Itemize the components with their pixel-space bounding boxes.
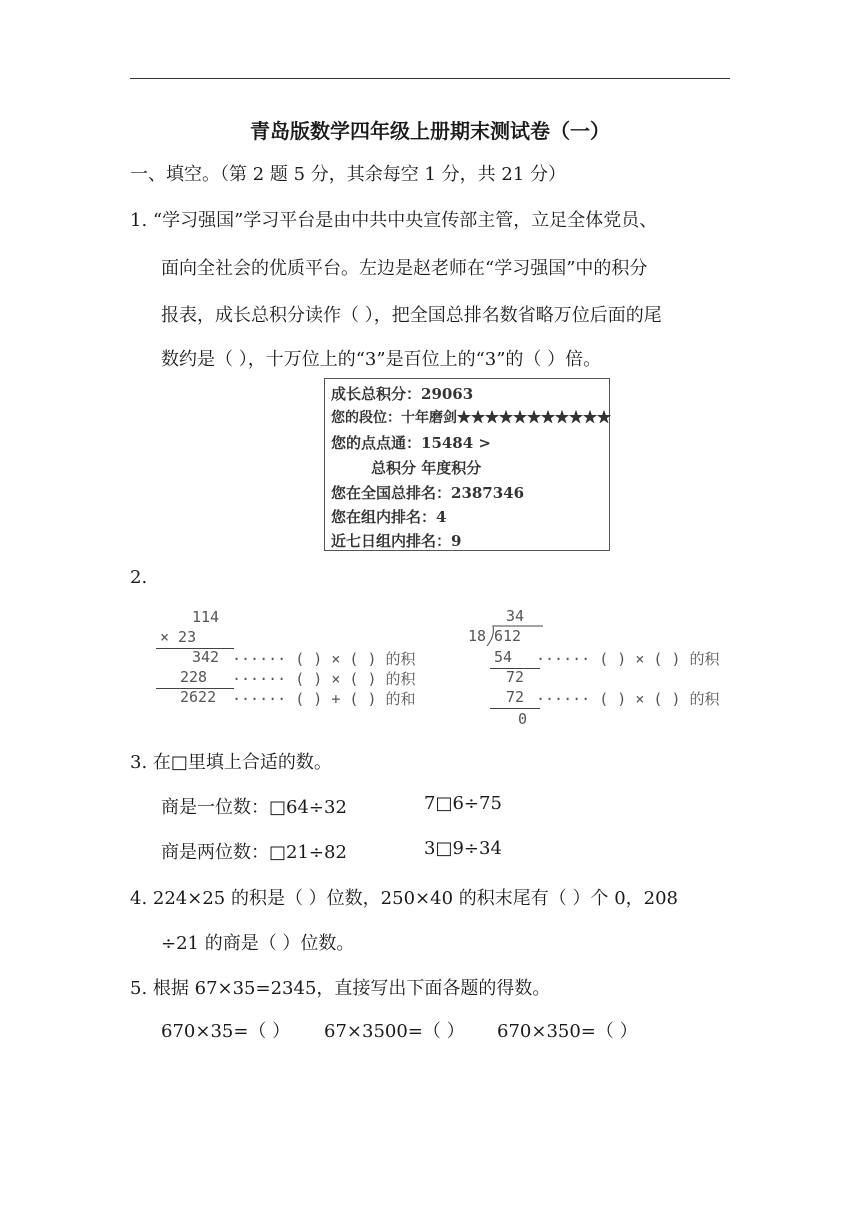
score-row-national-rank: 您在全国总排名：2387346 bbox=[331, 484, 525, 502]
mult-sum: 2622 bbox=[180, 688, 217, 706]
div-step1-note: ······ ( ) × ( ) 的积 bbox=[536, 650, 720, 668]
score-report-box bbox=[324, 378, 610, 551]
q3-two-digit-a: 商是两位数：□21÷82 bbox=[161, 842, 347, 863]
div-dividend: 612 bbox=[494, 627, 522, 645]
mult-partial-2: 228 bbox=[180, 668, 208, 686]
q3-single-digit-a: 商是一位数：□64÷32 bbox=[161, 797, 347, 818]
q5-expr-2: 67×3500=（ ） bbox=[324, 1021, 465, 1042]
score-row-rank-level: 您的段位：十年磨剑★★★★★★★★★★★ bbox=[331, 410, 611, 426]
q2-label: 2. bbox=[130, 567, 148, 588]
mult-multiplier: × 23 bbox=[160, 628, 197, 646]
score-row-total: 成长总积分：29063 bbox=[331, 385, 474, 403]
q1-line4: 数约是（ ），十万位上的“3”是百位上的“3”的（ ）倍。 bbox=[161, 349, 602, 370]
q1-line3: 报表，成长总积分读作（ ），把全国总排名数省略万位后面的尾 bbox=[161, 305, 662, 326]
mult-partial-1: 342 bbox=[192, 648, 220, 666]
q4-line1: 4. 224×25 的积是（ ）位数，250×40 的积末尾有（ ）个 0，208 bbox=[130, 888, 678, 909]
score-row-week-rank: 近七日组内排名：9 bbox=[331, 532, 462, 550]
page-title: 青岛版数学四年级上册期末测试卷（一） bbox=[250, 119, 610, 143]
div-quotient: 34 bbox=[506, 607, 525, 625]
header-rule bbox=[130, 78, 730, 79]
q1-line1: 1. “学习强国”学习平台是由中共中央宣传部主管，立足全体党员、 bbox=[130, 210, 658, 231]
q3-single-digit-b: 7□6÷75 bbox=[424, 793, 502, 814]
score-row-group-rank: 您在组内排名：4 bbox=[331, 508, 447, 526]
score-row-points: 您的点点通：15484 > bbox=[331, 434, 491, 452]
div-step1: 54 bbox=[494, 648, 513, 666]
q3-prompt: 3. 在□里填上合适的数。 bbox=[130, 752, 332, 773]
mult-multiplicand: 114 bbox=[192, 608, 220, 626]
mult-sum-note: ······ ( ) + ( ) 的和 bbox=[232, 690, 416, 708]
q5-prompt: 5. 根据 67×35=2345，直接写出下面各题的得数。 bbox=[130, 978, 551, 999]
div-step2: 72 bbox=[506, 688, 525, 706]
q4-line2: ÷21 的商是（ ）位数。 bbox=[161, 933, 355, 954]
q3-two-digit-b: 3□9÷34 bbox=[424, 838, 502, 859]
q5-expr-3: 670×350=（ ） bbox=[497, 1021, 638, 1042]
div-final-remainder: 0 bbox=[518, 710, 528, 728]
div-divisor: 18 bbox=[468, 627, 487, 645]
div-rule-2 bbox=[490, 708, 540, 709]
q1-line2: 面向全社会的优质平台。左边是赵老师在“学习强国”中的积分 bbox=[161, 258, 648, 279]
section-heading: 一、填空。（第 2 题 5 分，其余每空 1 分，共 21 分） bbox=[130, 164, 567, 185]
q5-expr-1: 670×35=（ ） bbox=[161, 1021, 291, 1042]
mult-partial-1-note: ······ ( ) × ( ) 的积 bbox=[232, 650, 416, 668]
mult-partial-2-note: ······ ( ) × ( ) 的积 bbox=[232, 670, 416, 688]
score-row-subheads: 总积分 年度积分 bbox=[371, 459, 482, 477]
div-remainder-1: 72 bbox=[506, 668, 525, 686]
div-step2-note: ······ ( ) × ( ) 的积 bbox=[536, 690, 720, 708]
